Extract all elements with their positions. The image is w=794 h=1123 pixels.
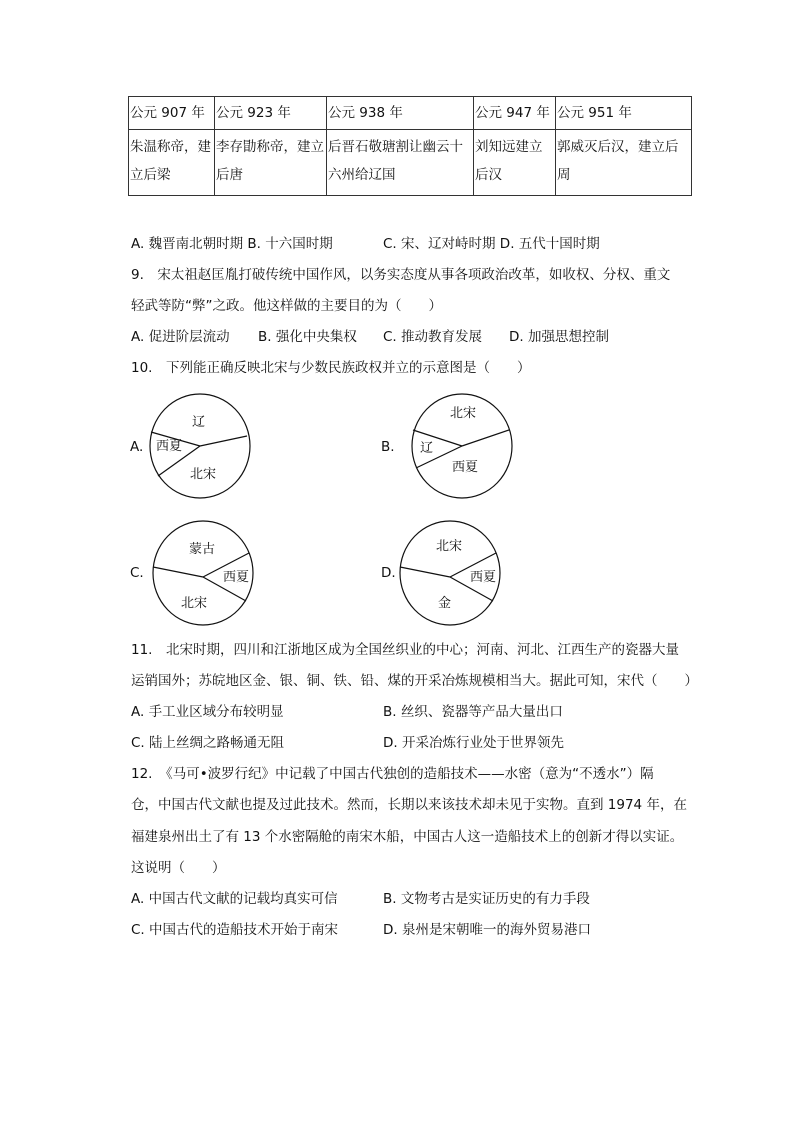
q12-option-a: A. 中国古代文献的记载均真实可信: [131, 891, 338, 907]
table-cell: 后晋石敬瑭割让幽云十六州给辽国: [327, 130, 474, 196]
table-header-row: [129, 97, 692, 130]
pie-d-diagram: [398, 519, 502, 627]
q12-stem-line2: 仓，中国古代文献也提及过此技术。然而，长期以来该技术却未见于实物。直到 1974 年，在: [131, 797, 687, 813]
pie-b-label-liao: 辽: [420, 441, 434, 456]
pie-a-label-liao: 辽: [192, 415, 206, 430]
q11-option-a: A. 手工业区域分布较明显: [131, 704, 284, 720]
pie-c-diagram: [151, 519, 255, 627]
q12-option-c: C. 中国古代的造船技术开始于南宋: [131, 922, 339, 938]
pie-b-label-xixia: 西夏: [452, 460, 479, 475]
q12-stem-line4: 这说明（ ）: [131, 860, 226, 876]
q9-option-c: C. 推动教育发展: [383, 329, 483, 345]
pie-a-label-xixia: 西夏: [156, 439, 183, 454]
pie-b-label-beisong: 北宋: [450, 406, 477, 421]
table-header-cell: 公元 907 年: [129, 97, 215, 130]
q8-option-ab: A. 魏晋南北朝时期 B. 十六国时期: [131, 236, 333, 252]
q12-stem-line3: 福建泉州出土了有 13 个水密隔舱的南宋木船，中国古人这一造船技术上的创新才得以实证。: [131, 829, 684, 845]
table-cell: 朱温称帝，建立后梁: [129, 130, 215, 196]
q11-option-d: D. 开采冶炼行业处于世界领先: [383, 735, 564, 751]
table-header-cell: 公元 938 年: [327, 97, 474, 130]
pie-a-diagram: [148, 392, 252, 500]
table-header-cell: 公元 951 年: [556, 97, 692, 130]
q11-option-c: C. 陆上丝绸之路畅通无阻: [131, 735, 285, 751]
pie-c-label-xixia: 西夏: [223, 570, 250, 585]
pie-d-letter: D.: [381, 565, 396, 581]
pie-a-label-beisong: 北宋: [190, 467, 217, 482]
q11-stem-line2: 运销国外；苏皖地区金、银、铜、铁、铅、煤的开采冶炼规模相当大。据此可知，宋代（ ）: [131, 673, 698, 689]
pie-d-label-beisong: 北宋: [436, 539, 463, 554]
table-cell: 李存勖称帝，建立后唐: [215, 130, 327, 196]
q9-option-a: A. 促进阶层流动: [131, 329, 230, 345]
q9-option-b: B. 强化中央集权: [258, 329, 357, 345]
q11-option-b: B. 丝织、瓷器等产品大量出口: [383, 704, 563, 720]
q9-stem-line2: 轻武等防“弊”之政。他这样做的主要目的为（ ）: [131, 298, 442, 314]
pie-b-diagram: [410, 392, 514, 500]
q11-stem-line1: 11. 北宋时期，四川和江浙地区成为全国丝织业的中心；河南、河北、江西生产的瓷器大量: [131, 642, 679, 658]
timeline-table: [128, 96, 692, 196]
q12-stem-line1: 12. 《马可•波罗行纪》中记载了中国古代独创的造船技术——水密（意为“不透水”）隔: [131, 766, 654, 782]
q9-stem-line1: 9. 宋太祖赵匡胤打破传统中国作风，以务实态度从事各项政治改革，如收权、分权、重文: [131, 267, 671, 283]
pie-d-label-xixia: 西夏: [470, 570, 497, 585]
table-row: [129, 130, 692, 196]
table-header-cell: 公元 947 年: [474, 97, 556, 130]
q8-option-cd: C. 宋、辽对峙时期 D. 五代十国时期: [383, 236, 600, 252]
q12-option-b: B. 文物考古是实证历史的有力手段: [383, 891, 590, 907]
pie-a-letter: A.: [130, 439, 144, 455]
table-header-cell: 公元 923 年: [215, 97, 327, 130]
table-cell: 刘知远建立后汉: [474, 130, 556, 196]
pie-b-letter: B.: [381, 439, 395, 455]
q12-option-d: D. 泉州是宋朝唯一的海外贸易港口: [383, 922, 591, 938]
pie-c-letter: C.: [130, 565, 144, 581]
q9-option-d: D. 加强思想控制: [509, 329, 609, 345]
q10-stem: 10. 下列能正确反映北宋与少数民族政权并立的示意图是（ ）: [131, 360, 531, 376]
pie-d-label-jin: 金: [438, 596, 452, 611]
pie-c-label-beisong: 北宋: [181, 596, 208, 611]
pie-c-label-menggu: 蒙古: [189, 542, 216, 557]
table-cell: 郭威灭后汉，建立后周: [556, 130, 692, 196]
